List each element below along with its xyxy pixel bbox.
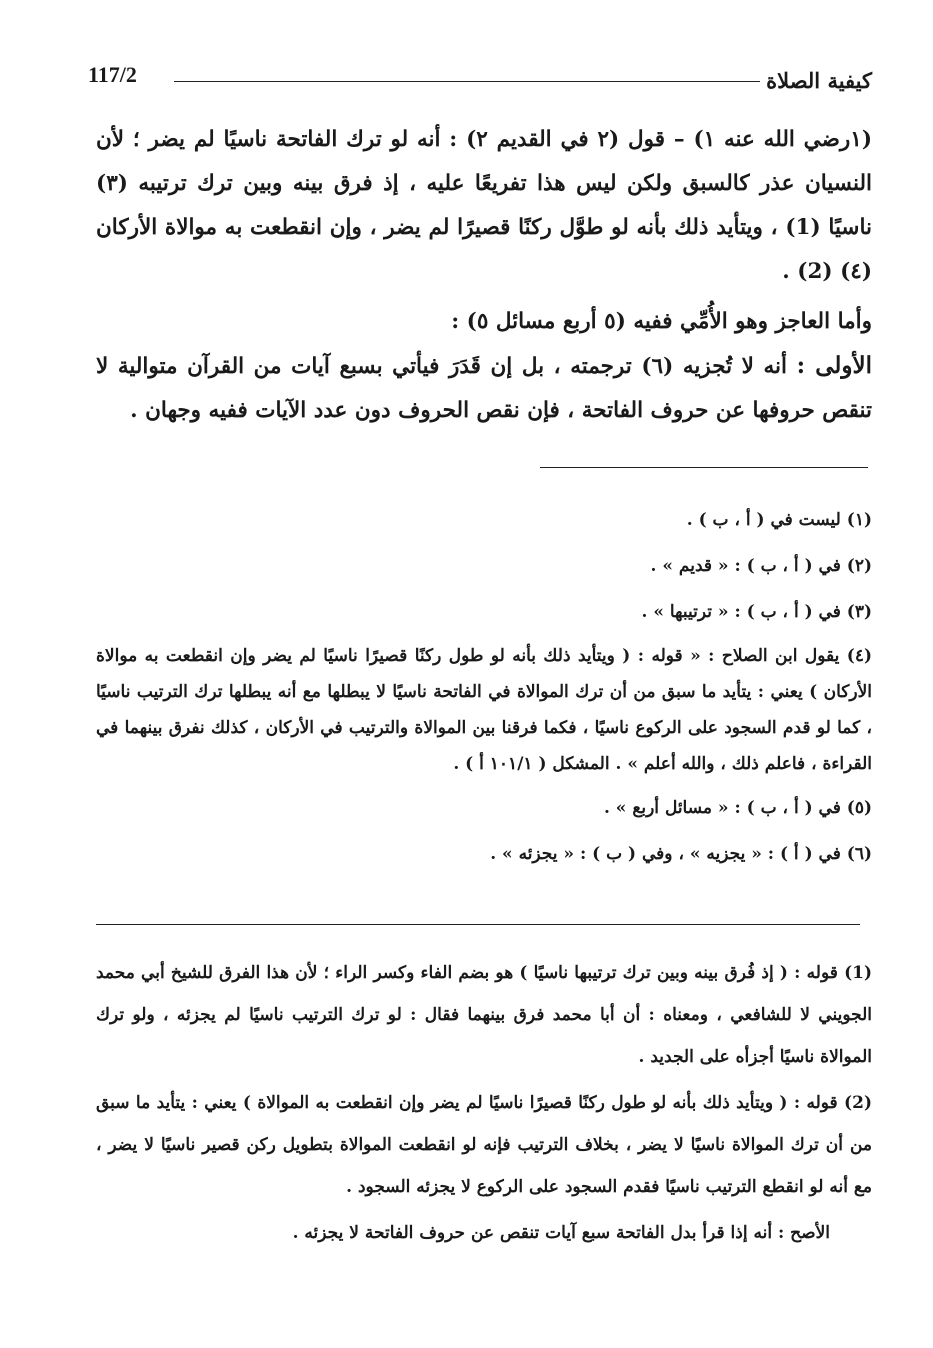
- page-number: 117/2: [88, 62, 137, 87]
- main-paragraph: [96, 344, 872, 433]
- running-title: كيفية الصلاة: [766, 68, 872, 93]
- footnote: (٤) يقول ابن الصلاح : « قوله : ( ويتأيد ذلك بأنه لو طول ركنًا قصيرًا ناسيًا لم يضر وإن انقطعت به موالاة الأركان ) يعني : يتأيد ما سبق من أن ترك الموالاة في الفاتحة ناسيًا لا يبطلها مع أنه يبطلها ترك الترتيب ناسيًا ، كما لو قدم السجود على الركوع ناسيًا ، فكما فرقنا بين الموالاة والترتيب في الأركان ، كذلك نفرق بينهما في القراءة ، فاعلم ذلك ، والله أعلم » . المشكل ( ١٠١/١ أ ) .: [96, 646, 872, 774]
- footnote: (١) ليست في ( أ ، ب ) .: [686, 510, 872, 530]
- paragraph-lead-word: الأولى :: [796, 352, 872, 379]
- footnote-separator: [540, 467, 868, 468]
- footnote: (٦) في ( أ ) : « يجزيه » ، وفي ( ب ) : « يجزئه » .: [490, 844, 872, 864]
- main-paragraph: (١رضي الله عنه ١) – قول (٢ في القديم ٢) : أنه لو ترك الفاتحة ناسيًا لم يضر ؛ لأن النسيان عذر كالسبق ولكن ليس هذا تفريعًا عليه ، إذ فرق بينه وبين ترك ترتيبه (٣) ناسيًا (1) ، ويتأيد ذلك بأنه لو طوَّل ركنًا قصيرًا لم يضر ، وإن انقطعت به موالاة الأركان (٤) (2) .: [96, 127, 872, 284]
- footnote: (٢) في ( أ ، ب ) : « قديم » .: [650, 556, 872, 576]
- commentary-footnotes: [96, 952, 872, 1258]
- commentary-note: (1) قوله : ( إذ فُرق بينه وبين ترك ترتيبها ناسيًا ) هو بضم الفاء وكسر الراء ؛ لأن هذا الفرق للشيخ أبي محمد الجويني لا للشافعي ، ومعناه : أن أبا محمد فرق بينهما فقال : لو ترك الترتيب ناسيًا لم يجزئه ، ولو ترك الموالاة ناسيًا أجزأه على الجديد .: [96, 963, 872, 1067]
- main-paragraph: وأما العاجز وهو الأُمِّي ففيه (٥ أربع مسائل ٥) :: [451, 309, 872, 334]
- commentary-separator: [96, 924, 860, 925]
- editor-footnotes: [96, 500, 872, 880]
- footnote: (٣) في ( أ ، ب ) : « ترتيبها » .: [641, 602, 872, 622]
- running-header: [82, 62, 872, 98]
- commentary-note: الأصح : أنه إذا قرأ بدل الفاتحة سبع آيات تنقص عن حروف الفاتحة لا يجزئه .: [292, 1223, 830, 1243]
- header-rule: [174, 81, 760, 82]
- commentary-note: (2) قوله : ( ويتأيد ذلك بأنه لو طول ركنًا قصيرًا ناسيًا لم يضر وإن انقطعت به الموالاة ) يعني : يتأيد ما سبق من أن ترك الموالاة ناسيًا لا يضر ، بخلاف الترتيب فإنه لو انقطعت الموالاة بتطويل ركن قصير ناسيًا لا يضر ، مع أنه لو انقطع الترتيب ناسيًا فقدم السجود على الركوع لا يجزئه السجود .: [96, 1093, 872, 1197]
- paragraph-body: أنه لا تُجزيه (٦) ترجمته ، بل إن قَدَرَ فيأتي بسبع آيات من القرآن متوالية لا تنقص حروفها عن حروف الفاتحة ، فإن نقص الحروف دون عدد الآيات ففيه وجهان .: [96, 354, 872, 423]
- main-text: [96, 118, 872, 433]
- footnote: (٥) في ( أ ، ب ) : « مسائل أربع » .: [603, 798, 872, 818]
